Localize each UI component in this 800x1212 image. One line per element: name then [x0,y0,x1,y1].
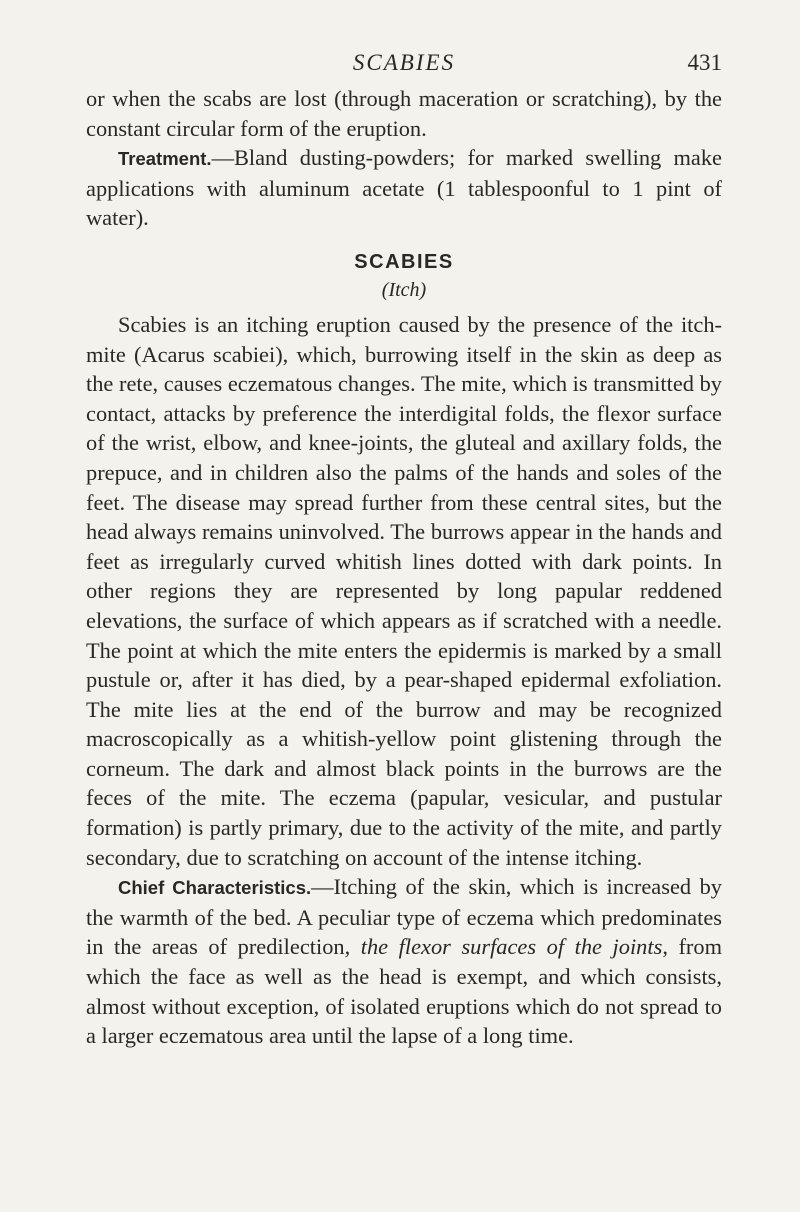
running-head-title: SCABIES [352,50,456,75]
paragraph-characteristics [86,872,722,1051]
characteristics-text-b: , from which the face as well as the head is exempt, and which consists, almost without exception, of isolated eruptions which do not spread to a larger eczematous area until the lapse of a long time. [86,934,722,1049]
characteristics-italic: the flexor surfaces of the joints [360,934,663,960]
section-title: SCABIES [354,250,454,273]
paragraph-continuation: or when the scabs are lost (through maceration or scratching), by the constant circular form of the eruption. [86,86,722,141]
paragraph-treatment [86,143,722,233]
section-subtitle: (Itch) [381,278,427,301]
treatment-text: —Bland dusting-powders; for marked swelling make applications with aluminum acetate (1 tablespoonful to 1 pint of water). [86,145,722,231]
characteristics-text-a: —Itching of the skin, which is increased by the warmth of the bed. A peculiar type of eczema which predominates in the areas of predilection, [86,874,722,960]
characteristics-label: Chief Characteristics. [118,877,312,899]
page-number: 431 [687,50,722,75]
treatment-label: Treatment. [118,148,212,170]
running-head [86,0,722,84]
paragraph-description: Scabies is an itching eruption caused by the presence of the itch-mite (Acarus scabiei), which, burrowing itself in the skin as deep as the rete, causes eczematous changes. The mite, which is transmitted by contact, attacks by preference the interdigital folds, the flexor surface of the wrist, elbow, and knee-joints, the gluteal and axillary folds, the prepuce, and in children also the palms of the hands and soles of the feet. The disease may spread further from these central sites, but the head always remains uninvolved. The burrows appear in the hands and feet as irregularly curved whitish lines dotted with dark points. In other regions they are represented by long papular reddened elevations, the surface of which appears as if scratched with a needle. The point at which the mite enters the epidermis is marked by a small pustule or, after it has died, by a pear-shaped epidermal exfoliation. The mite lies at the end of the burrow and may be recognized macroscopically as a whitish-yellow point glistening through the corneum. The dark and almost black points in the burrows are the feces of the mite. The eczema (papular, vesicular, and pustular formation) is partly primary, due to the activity of the mite, and partly secondary, due to scratching on account of the intense itching. [86,311,722,870]
